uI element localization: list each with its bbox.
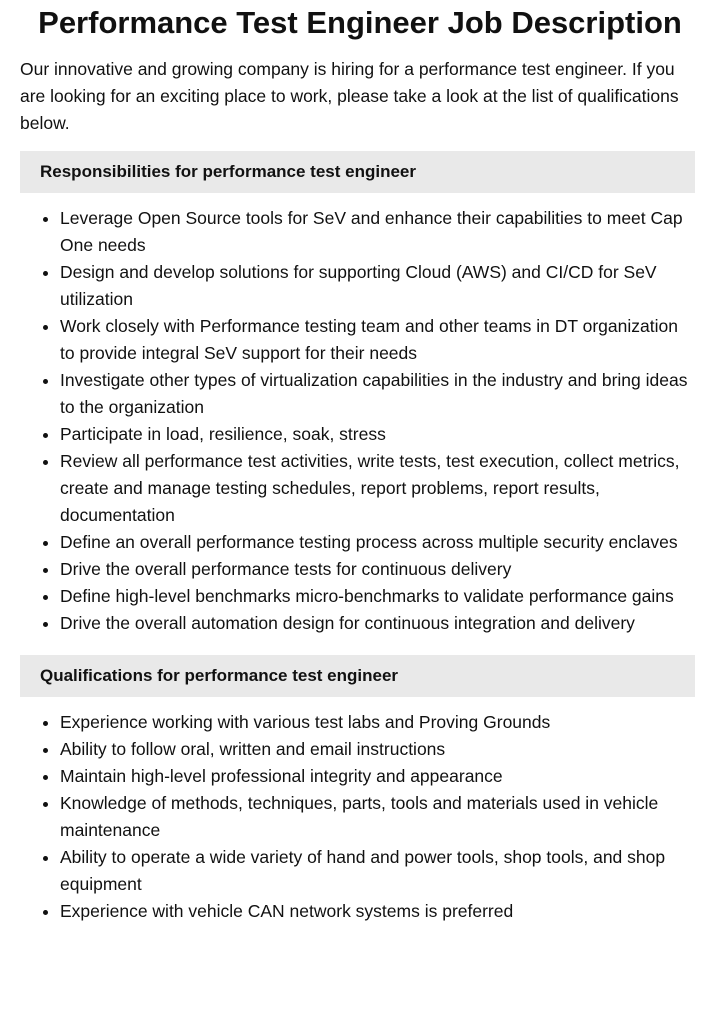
qualifications-list <box>20 709 695 925</box>
list-item: • Design and develop solutions for supporting Cloud (AWS) and CI/CD for SeV utilization <box>60 259 695 313</box>
list-item: • Experience with vehicle CAN network systems is preferred <box>60 898 695 925</box>
list-item: • Knowledge of methods, techniques, parts, tools and materials used in vehicle maintenance <box>60 790 695 844</box>
list-item: • Maintain high-level professional integrity and appearance <box>60 763 695 790</box>
list-item: • Experience working with various test labs and Proving Grounds <box>60 709 695 736</box>
list-item: • Participate in load, resilience, soak, stress <box>60 421 695 448</box>
list-item: • Define an overall performance testing process across multiple security enclaves <box>60 529 695 556</box>
qualifications-heading: Qualifications for performance test engineer <box>20 655 695 697</box>
responsibilities-heading: Responsibilities for performance test engineer <box>20 151 695 193</box>
list-item: • Leverage Open Source tools for SeV and enhance their capabilities to meet Cap One needs <box>60 205 695 259</box>
list-item: • Ability to operate a wide variety of hand and power tools, shop tools, and shop equipment <box>60 844 695 898</box>
list-item: • Ability to follow oral, written and email instructions <box>60 736 695 763</box>
list-item: • Review all performance test activities, write tests, test execution, collect metrics, create and manage testing schedules, report problems, report results, documentation <box>60 448 695 529</box>
responsibilities-list <box>20 205 695 637</box>
list-item: • Work closely with Performance testing team and other teams in DT organization to provide integral SeV support for their needs <box>60 313 695 367</box>
list-item: • Investigate other types of virtualization capabilities in the industry and bring ideas to the organization <box>60 367 695 421</box>
intro-text: Our innovative and growing company is hiring for a performance test engineer. If you are looking for an exciting place to work, please take a look at the list of qualifications below. <box>20 59 679 133</box>
page-title: Performance Test Engineer Job Description <box>38 5 682 40</box>
list-item: • Define high-level benchmarks micro-benchmarks to validate performance gains <box>60 583 695 610</box>
list-item: • Drive the overall automation design for continuous integration and delivery <box>60 610 695 637</box>
list-item: • Drive the overall performance tests for continuous delivery <box>60 556 695 583</box>
